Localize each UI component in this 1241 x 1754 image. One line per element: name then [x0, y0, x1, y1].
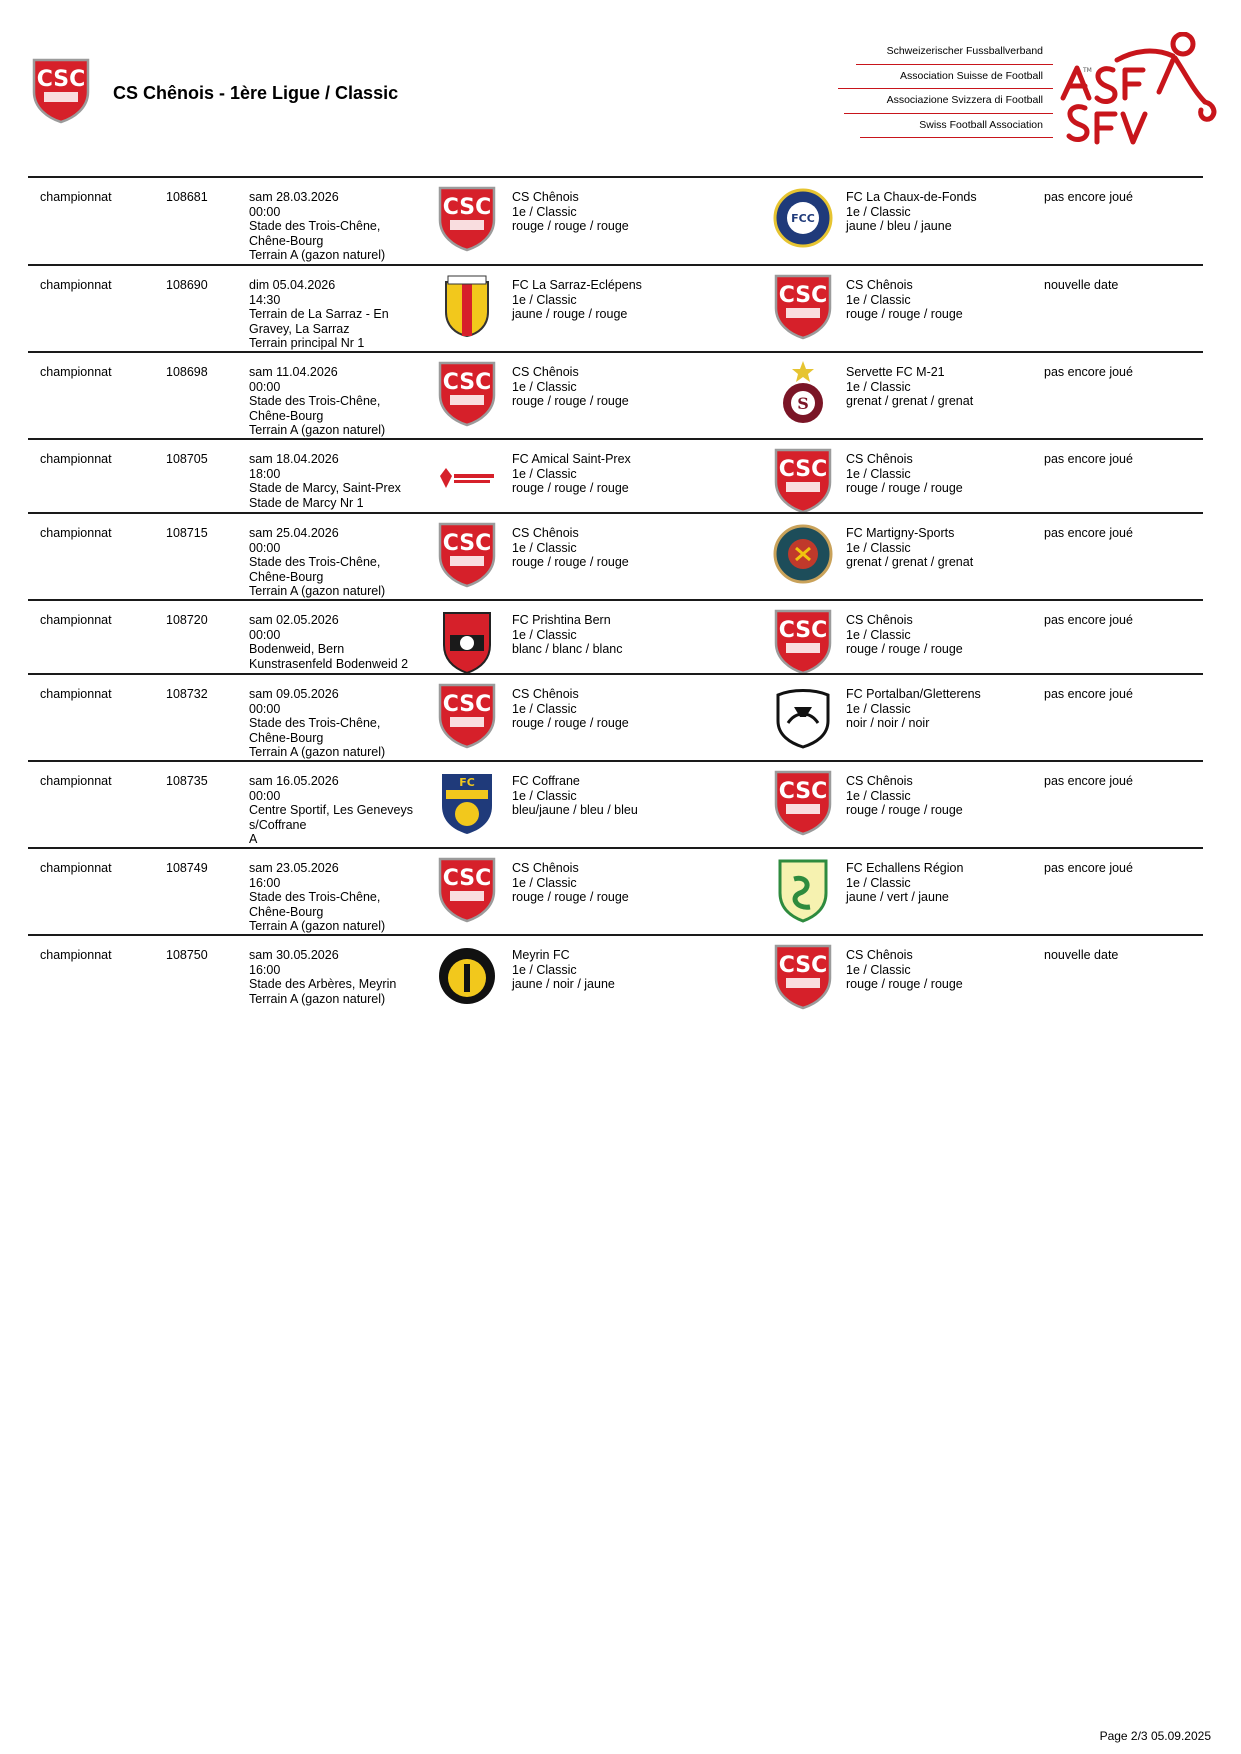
- svg-text:CSC: CSC: [442, 692, 492, 717]
- svg-text:CSC: CSC: [442, 370, 492, 395]
- match-type-cell: [40, 774, 112, 789]
- match-table: [28, 176, 1203, 1008]
- svg-text:FC: FC: [459, 776, 475, 789]
- match-status: pas encore joué: [1044, 452, 1133, 466]
- match-number-cell: [166, 278, 208, 293]
- match-row: [28, 512, 1203, 599]
- match-type: championnat: [40, 861, 112, 875]
- home-team-name: CS Chênois: [512, 687, 579, 701]
- away-team-name: CS Chênois: [846, 452, 913, 466]
- away-team-league: 1e / Classic: [846, 875, 911, 890]
- match-date: sam 30.05.2026: [249, 948, 339, 962]
- home-team-logo: [436, 942, 498, 1010]
- home-team-colors: blanc / blanc / blanc: [512, 642, 623, 656]
- home-team-name: CS Chênois: [512, 526, 579, 540]
- away-team-league: 1e / Classic: [846, 962, 911, 977]
- match-type-cell: [40, 948, 112, 963]
- match-info-cell: [249, 365, 424, 438]
- association-name-fr: Association Suisse de Football: [838, 65, 1053, 90]
- match-time: 16:00: [249, 962, 281, 977]
- away-team-logo: [772, 607, 834, 675]
- away-team-colors: grenat / grenat / grenat: [846, 394, 974, 408]
- match-date: sam 02.05.2026: [249, 613, 339, 627]
- match-number-cell: [166, 190, 208, 205]
- sfv-emblem-logo: [1055, 32, 1220, 150]
- match-venue-line: Terrain A (gazon naturel): [249, 745, 386, 759]
- match-venue-line: A: [249, 832, 258, 846]
- match-date: sam 16.05.2026: [249, 774, 339, 788]
- match-status-cell: [1044, 278, 1118, 293]
- home-team-logo: [436, 520, 498, 588]
- match-info-cell: [249, 948, 424, 1006]
- match-type: championnat: [40, 365, 112, 379]
- match-venue-line: Chêne-Bourg: [249, 569, 324, 584]
- match-status-cell: [1044, 452, 1133, 467]
- match-type-cell: [40, 613, 112, 628]
- match-type: championnat: [40, 948, 112, 962]
- home-team-league: 1e / Classic: [512, 540, 577, 555]
- away-team-colors: jaune / vert / jaune: [846, 890, 949, 904]
- home-team-name: CS Chênois: [512, 190, 579, 204]
- match-row: [28, 351, 1203, 438]
- match-venue-line: Terrain de La Sarraz - En: [249, 307, 389, 321]
- match-type-cell: [40, 190, 112, 205]
- match-number-cell: [166, 365, 208, 380]
- match-row: [28, 264, 1203, 351]
- association-name-it: Associazione Svizzera di Football: [844, 89, 1053, 114]
- away-team-cell: [846, 190, 1046, 234]
- away-team-colors: noir / noir / noir: [846, 716, 930, 730]
- home-team-name: CS Chênois: [512, 365, 579, 379]
- match-type: championnat: [40, 774, 112, 788]
- home-team-name: FC La Sarraz-Eclépens: [512, 278, 642, 292]
- match-info-cell: [249, 190, 424, 263]
- home-team-name: FC Prishtina Bern: [512, 613, 611, 627]
- match-venue-line: Terrain A (gazon naturel): [249, 991, 386, 1006]
- match-row: [28, 760, 1203, 847]
- association-name-en: Swiss Football Association: [860, 114, 1053, 139]
- home-team-league: 1e / Classic: [512, 466, 577, 481]
- match-date: sam 09.05.2026: [249, 687, 339, 701]
- svg-text:CSC: CSC: [778, 618, 828, 643]
- away-team-league: 1e / Classic: [846, 701, 911, 716]
- match-number: 108732: [166, 687, 208, 701]
- match-venue-line: Chêne-Bourg: [249, 904, 324, 919]
- away-team-league: 1e / Classic: [846, 292, 911, 307]
- away-team-logo: [772, 681, 834, 749]
- match-time: 14:30: [249, 292, 281, 307]
- away-team-name: Servette FC M-21: [846, 365, 945, 379]
- match-status: pas encore joué: [1044, 774, 1133, 788]
- match-number: 108698: [166, 365, 208, 379]
- home-team-colors: rouge / rouge / rouge: [512, 555, 629, 569]
- match-venue-line: Terrain A (gazon naturel): [249, 423, 386, 437]
- match-number: 108750: [166, 948, 208, 962]
- match-row: [28, 934, 1203, 1008]
- away-team-logo: [772, 184, 834, 252]
- match-number: 108749: [166, 861, 208, 875]
- home-team-colors: jaune / noir / jaune: [512, 977, 615, 991]
- away-team-colors: rouge / rouge / rouge: [846, 803, 963, 817]
- away-team-cell: [846, 687, 1046, 731]
- match-date: sam 18.04.2026: [249, 452, 339, 466]
- away-team-logo: [772, 520, 834, 588]
- svg-text:CSC: CSC: [36, 67, 86, 92]
- match-info-cell: [249, 861, 424, 934]
- home-team-cell: [512, 948, 722, 992]
- match-date: dim 05.04.2026: [249, 278, 336, 292]
- home-team-cell: [512, 278, 722, 322]
- away-team-logo: [772, 855, 834, 923]
- home-team-colors: rouge / rouge / rouge: [512, 394, 629, 408]
- away-team-colors: rouge / rouge / rouge: [846, 481, 963, 495]
- match-row: [28, 438, 1203, 512]
- match-type-cell: [40, 526, 112, 541]
- away-team-cell: [846, 452, 1046, 496]
- home-team-cell: [512, 774, 722, 818]
- away-team-logo: [772, 768, 834, 836]
- match-venue-line: Chêne-Bourg: [249, 730, 324, 745]
- match-time: 18:00: [249, 466, 281, 481]
- away-team-colors: grenat / grenat / grenat: [846, 555, 974, 569]
- away-team-logo: [772, 942, 834, 1010]
- association-names: [838, 40, 1053, 138]
- match-type: championnat: [40, 526, 112, 540]
- match-info-cell: [249, 278, 424, 351]
- home-team-league: 1e / Classic: [512, 875, 577, 890]
- home-team-cell: [512, 861, 722, 905]
- match-time: 00:00: [249, 540, 281, 555]
- home-team-league: 1e / Classic: [512, 962, 577, 977]
- match-status: pas encore joué: [1044, 365, 1133, 379]
- match-venue-line: Centre Sportif, Les Geneveys: [249, 803, 413, 817]
- home-team-colors: rouge / rouge / rouge: [512, 890, 629, 904]
- match-venue-line: Chêne-Bourg: [249, 408, 324, 423]
- svg-text:FCC: FCC: [791, 212, 815, 225]
- match-status: nouvelle date: [1044, 948, 1119, 962]
- match-venue-line: Stade des Trois-Chêne,: [249, 219, 381, 233]
- match-type: championnat: [40, 190, 112, 204]
- match-status: pas encore joué: [1044, 526, 1133, 540]
- match-time: 00:00: [249, 379, 281, 394]
- away-team-name: FC La Chaux-de-Fonds: [846, 190, 977, 204]
- match-status: pas encore joué: [1044, 861, 1133, 875]
- match-time: 00:00: [249, 701, 281, 716]
- match-number-cell: [166, 526, 208, 541]
- away-team-colors: rouge / rouge / rouge: [846, 977, 963, 991]
- match-number-cell: [166, 687, 208, 702]
- match-row: [28, 599, 1203, 673]
- match-venue-line: Terrain principal Nr 1: [249, 336, 365, 350]
- away-team-league: 1e / Classic: [846, 627, 911, 642]
- away-team-cell: [846, 526, 1046, 570]
- home-team-league: 1e / Classic: [512, 788, 577, 803]
- match-type-cell: [40, 687, 112, 702]
- home-team-name: FC Coffrane: [512, 774, 580, 788]
- match-venue-line: Kunstrasenfeld Bodenweid 2: [249, 656, 409, 671]
- svg-text:TM: TM: [1083, 67, 1092, 74]
- match-info-cell: [249, 526, 424, 599]
- match-venue-line: Terrain A (gazon naturel): [249, 584, 386, 598]
- match-status-cell: [1044, 861, 1133, 876]
- away-team-league: 1e / Classic: [846, 466, 911, 481]
- match-number: 108681: [166, 190, 208, 204]
- home-team-colors: rouge / rouge / rouge: [512, 481, 629, 495]
- svg-text:S: S: [797, 394, 809, 413]
- match-time: 00:00: [249, 204, 281, 219]
- match-info-cell: [249, 774, 424, 847]
- match-date: sam 28.03.2026: [249, 190, 339, 204]
- match-row: [28, 847, 1203, 934]
- match-number: 108735: [166, 774, 208, 788]
- away-team-cell: [846, 861, 1046, 905]
- match-status-cell: [1044, 365, 1133, 380]
- away-team-logo: [772, 446, 834, 514]
- page-footer: Page 2/3 05.09.2025: [1099, 1729, 1211, 1743]
- match-time: 00:00: [249, 788, 281, 803]
- match-status-cell: [1044, 526, 1133, 541]
- match-info-cell: [249, 687, 424, 760]
- match-venue-line: Gravey, La Sarraz: [249, 321, 350, 336]
- home-team-cell: [512, 190, 722, 234]
- away-team-cell: [846, 278, 1046, 322]
- match-number: 108705: [166, 452, 208, 466]
- match-number-cell: [166, 452, 208, 467]
- away-team-name: FC Echallens Région: [846, 861, 964, 875]
- match-type: championnat: [40, 613, 112, 627]
- away-team-cell: [846, 774, 1046, 818]
- home-team-colors: jaune / rouge / rouge: [512, 307, 628, 321]
- home-team-logo: [436, 272, 498, 340]
- svg-text:CSC: CSC: [442, 531, 492, 556]
- match-type-cell: [40, 452, 112, 467]
- home-team-cell: [512, 613, 722, 657]
- away-team-cell: [846, 948, 1046, 992]
- match-number: 108715: [166, 526, 208, 540]
- away-team-cell: [846, 365, 1046, 409]
- match-venue-line: Chêne-Bourg: [249, 233, 324, 248]
- match-date: sam 25.04.2026: [249, 526, 339, 540]
- match-row: [28, 176, 1203, 264]
- match-info-cell: [249, 452, 424, 510]
- away-team-logo: [772, 359, 834, 427]
- match-number-cell: [166, 861, 208, 876]
- match-type: championnat: [40, 687, 112, 701]
- home-team-logo: [436, 768, 498, 836]
- home-team-colors: rouge / rouge / rouge: [512, 716, 629, 730]
- away-team-league: 1e / Classic: [846, 788, 911, 803]
- match-venue-line: Stade des Trois-Chêne,: [249, 890, 381, 904]
- svg-text:CSC: CSC: [778, 953, 828, 978]
- match-status-cell: [1044, 687, 1133, 702]
- match-row: [28, 673, 1203, 760]
- match-type-cell: [40, 365, 112, 380]
- match-status: pas encore joué: [1044, 190, 1133, 204]
- svg-text:CSC: CSC: [442, 195, 492, 220]
- svg-text:CSC: CSC: [778, 779, 828, 804]
- match-number-cell: [166, 948, 208, 963]
- match-venue-line: Terrain A (gazon naturel): [249, 248, 386, 262]
- home-team-league: 1e / Classic: [512, 379, 577, 394]
- match-venue-line: Stade des Trois-Chêne,: [249, 716, 381, 730]
- away-team-colors: rouge / rouge / rouge: [846, 642, 963, 656]
- match-status: nouvelle date: [1044, 278, 1119, 292]
- home-team-league: 1e / Classic: [512, 204, 577, 219]
- svg-text:CSC: CSC: [778, 283, 828, 308]
- away-team-league: 1e / Classic: [846, 540, 911, 555]
- home-team-logo: [436, 607, 498, 675]
- home-team-logo: [436, 184, 498, 252]
- match-venue-line: Stade des Trois-Chêne,: [249, 555, 381, 569]
- home-team-logo: [436, 359, 498, 427]
- home-team-cell: [512, 687, 722, 731]
- home-team-logo: [436, 681, 498, 749]
- home-team-logo: [436, 855, 498, 923]
- away-team-league: 1e / Classic: [846, 379, 911, 394]
- away-team-name: CS Chênois: [846, 948, 913, 962]
- match-venue-line: s/Coffrane: [249, 817, 307, 832]
- match-status-cell: [1044, 774, 1133, 789]
- match-venue-line: Stade de Marcy, Saint-Prex: [249, 481, 401, 495]
- match-venue-line: Terrain A (gazon naturel): [249, 919, 386, 933]
- match-status: pas encore joué: [1044, 613, 1133, 627]
- away-team-name: CS Chênois: [846, 613, 913, 627]
- home-team-league: 1e / Classic: [512, 292, 577, 307]
- home-team-name: CS Chênois: [512, 861, 579, 875]
- match-status-cell: [1044, 613, 1133, 628]
- away-team-name: CS Chênois: [846, 278, 913, 292]
- svg-text:CSC: CSC: [442, 866, 492, 891]
- svg-text:CSC: CSC: [778, 457, 828, 482]
- home-team-cell: [512, 452, 722, 496]
- home-team-name: Meyrin FC: [512, 948, 570, 962]
- match-number: 108720: [166, 613, 208, 627]
- match-number: 108690: [166, 278, 208, 292]
- match-number-cell: [166, 774, 208, 789]
- away-team-cell: [846, 613, 1046, 657]
- home-team-cell: [512, 365, 722, 409]
- match-type: championnat: [40, 278, 112, 292]
- match-venue-line: Stade de Marcy Nr 1: [249, 495, 364, 510]
- match-type: championnat: [40, 452, 112, 466]
- away-team-league: 1e / Classic: [846, 204, 911, 219]
- away-team-logo: [772, 272, 834, 340]
- match-info-cell: [249, 613, 424, 671]
- match-status-cell: [1044, 948, 1118, 963]
- away-team-name: FC Portalban/Gletterens: [846, 687, 981, 701]
- page-title: CS Chênois - 1ère Ligue / Classic: [113, 83, 399, 103]
- home-team-colors: bleu/jaune / bleu / bleu: [512, 803, 638, 817]
- match-status-cell: [1044, 190, 1133, 205]
- match-type-cell: [40, 278, 112, 293]
- away-team-name: CS Chênois: [846, 774, 913, 788]
- match-date: sam 23.05.2026: [249, 861, 339, 875]
- association-name-de: Schweizerischer Fussballverband: [856, 40, 1053, 65]
- match-venue-line: Bodenweid, Bern: [249, 642, 345, 656]
- match-type-cell: [40, 861, 112, 876]
- home-team-league: 1e / Classic: [512, 627, 577, 642]
- away-team-name: FC Martigny-Sports: [846, 526, 955, 540]
- match-time: 16:00: [249, 875, 281, 890]
- match-venue-line: Stade des Arbères, Meyrin: [249, 977, 397, 991]
- csc-club-logo: [30, 56, 92, 124]
- home-team-league: 1e / Classic: [512, 701, 577, 716]
- match-time: 00:00: [249, 627, 281, 642]
- away-team-colors: jaune / bleu / jaune: [846, 219, 952, 233]
- away-team-colors: rouge / rouge / rouge: [846, 307, 963, 321]
- match-venue-line: Stade des Trois-Chêne,: [249, 394, 381, 408]
- home-team-colors: rouge / rouge / rouge: [512, 219, 629, 233]
- home-team-cell: [512, 526, 722, 570]
- match-date: sam 11.04.2026: [249, 365, 338, 379]
- match-status: pas encore joué: [1044, 687, 1133, 701]
- home-team-logo: [436, 446, 498, 514]
- association-branding: [838, 40, 1218, 150]
- match-number-cell: [166, 613, 208, 628]
- home-team-name: FC Amical Saint-Prex: [512, 452, 631, 466]
